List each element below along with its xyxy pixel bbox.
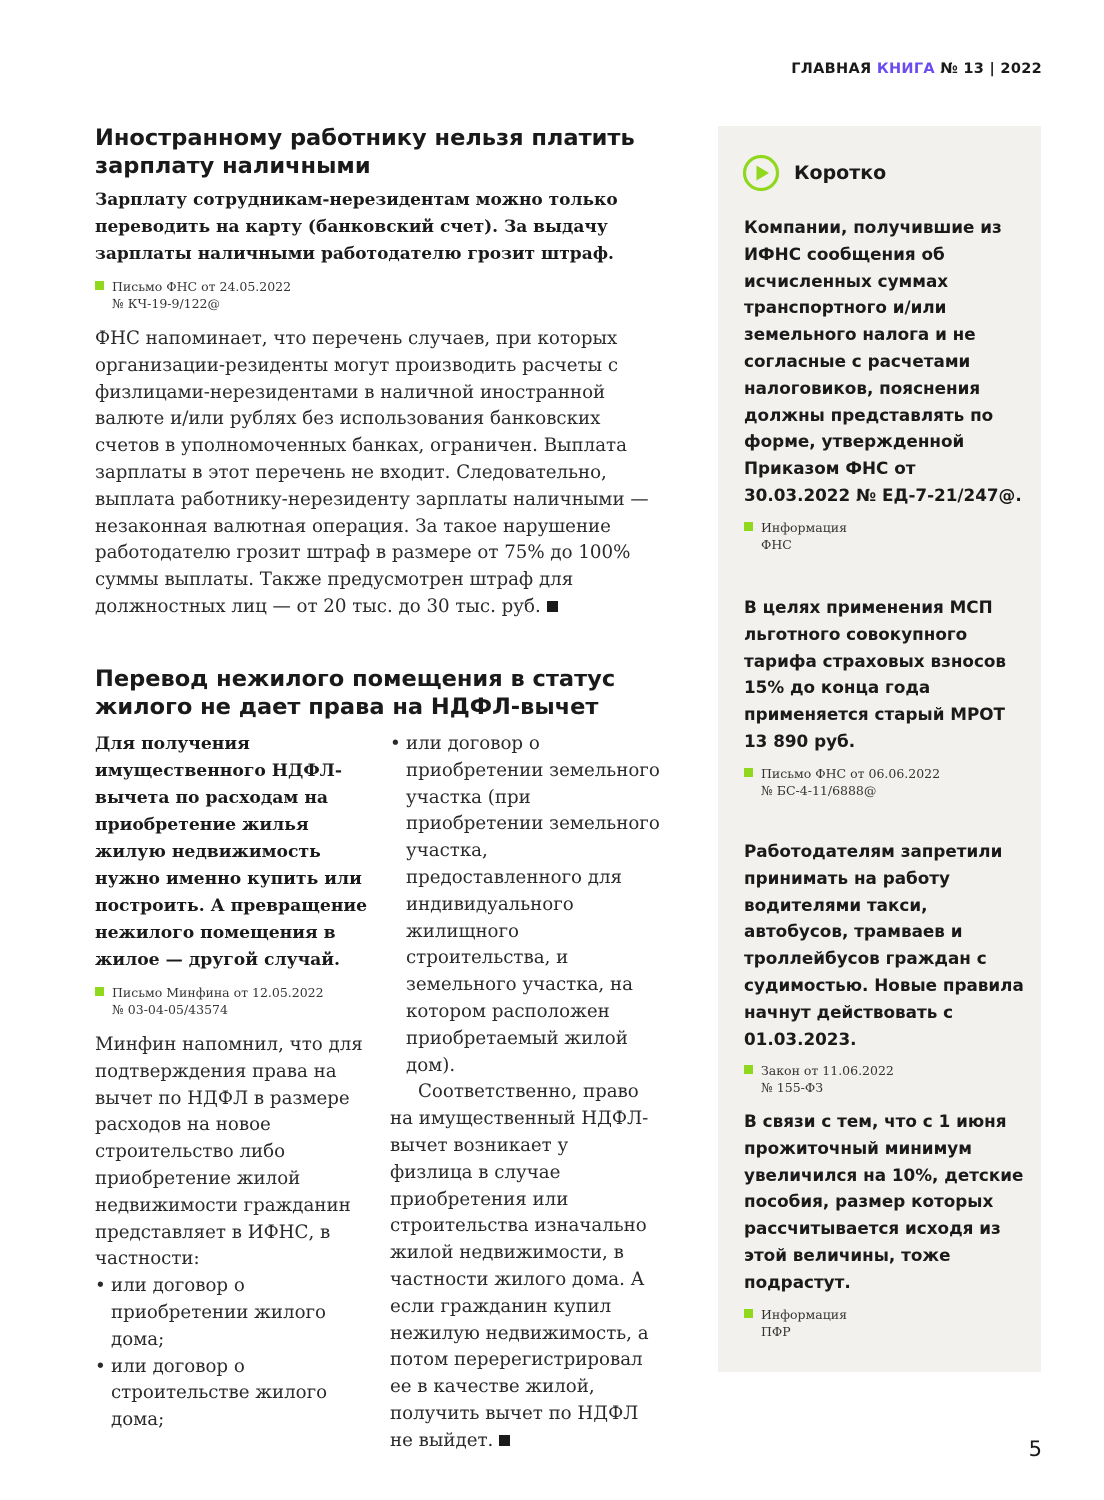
sidebar-item-1 [744,214,1024,553]
list-item: • или договор о приобретении жилого дома; [95,1273,370,1353]
sidebar-item-source-line1: Информация [761,1306,847,1322]
article-1-body [95,326,655,621]
sidebar-item-text: Компании, получившие из ИФНС сообщения об исчисленных суммах транспортного и/или земельного налога и не согласные с расчетами налоговиков, пояснения должны представлять по форме, утвержденной Приказом ФНС от 30.03.2022 № ЕД-7-21/247@. [744,217,1022,505]
article-2-source-line2: № 03-04-05/43574 [112,1002,228,1017]
play-icon [742,154,780,192]
sidebar-item-text: Работодателям запретили принимать на работу водителями такси, автобусов, трамваев и троллейбусов граждан с судимостью. Новые правила начнут действовать с 01.03.2023. [744,841,1024,1049]
article-1-source-line1: Письмо ФНС от 24.05.2022 [112,279,292,294]
sidebar-item-source-line2: № БС-4-11/6888@ [761,782,877,798]
list-item: • или договор о приобретении земельного участка (при приобретении земельного участка, предоставленного для индивидуального жилищного строительства, и земельного участка, на котором расположен приобретаемый жилой дом). [390,731,665,1079]
article-2-source [112,984,375,1018]
sidebar-item-source-line1: Закон от 11.06.2022 [761,1063,894,1079]
article-2-col-2 [390,731,672,1455]
article-2-body-end [390,1079,652,1454]
article-2-col-1 [95,731,375,1434]
article-1-body-text: ФНС напоминает, что перечень случаев, при которых организации-резиденты могут производить расчеты с физлицами-нерезидентами в наличной иностранной валюте и/или рублях без использования банковских счетов в уполномоченных банках, ограничен. Выплата зарплаты в этот перечень не входит. Следовательно, выплата работнику-нерезиденту зарплаты наличными — незаконная валютная операция. За такое нарушение работодателю грозит штраф в размере от 75% до 100% суммы выплаты. Также предусмотрен штраф для должностных лиц — от 20 тыс. до 30 тыс. руб. [95,328,649,617]
article-2-source-line1: Письмо Минфина от 12.05.2022 [112,985,324,1000]
sidebar-item-source-line2: № 155-ФЗ [761,1080,824,1096]
source-marker-icon [744,1309,753,1318]
sidebar-item-source-line1: Информация [761,519,847,535]
end-mark-icon [499,1435,510,1446]
sidebar-item-2 [744,594,1024,799]
header-main-label: ГЛАВНАЯ [791,61,872,77]
sidebar-item-source-line2: ФНС [761,536,792,552]
article-1-lead: Зарплату сотрудникам-нерезидентам можно только переводить на карту (банковский счет). За выдачу зарплаты наличными работодателю грозит штраф. [95,190,618,264]
header-issue: № 13 | 2022 [940,61,1042,77]
sidebar-title: Коротко [794,162,887,184]
page-number: 5 [1028,1437,1042,1461]
article-2-body-intro: Минфин напомнил, что для подтверждения права на вычет по НДФЛ в размере расходов на новое строительство либо приобретение жилой недвижимости гражданин представляет в ИФНС, в частности: [95,1034,363,1270]
sidebar-item-source [761,1062,1024,1096]
article-1-source [112,278,675,312]
header-kniga-label: КНИГА [876,61,935,77]
article-2-bullets-b [390,731,665,1079]
sidebar-item-text: В целях применения МСП льготного совокупного тарифа страховых взносов 15% до конца года применяется старый МРОТ 13 890 руб. [744,597,1007,751]
article-1-source-line2: № КЧ-19-9/122@ [112,296,221,311]
source-marker-icon [95,987,104,996]
sidebar-item-4 [744,1108,1024,1340]
running-header [791,61,1042,77]
sidebar-item-source-line2: ПФР [761,1323,791,1339]
article-2 [95,665,675,721]
sidebar-item-source [761,1306,1024,1340]
sidebar-item-source [761,765,1024,799]
sidebar-item-text: В связи с тем, что с 1 июня прожиточный минимум увеличился на 10%, детские пособия, размер которых рассчитывается исходя из этой величины, тоже подрастут. [744,1111,1024,1292]
article-1 [95,124,675,621]
source-marker-icon [744,1065,753,1074]
source-marker-icon [744,522,753,531]
article-2-bullets-a [95,1273,370,1434]
end-mark-icon [547,601,558,612]
article-2-body-end-text: Соответственно, право на имущественный НДФЛ-вычет возникает у физлица в случае приобретения или строительства изначально жилой недвижимости, в частности жилого дома. А если гражданин купил нежилую недвижимость, а потом перерегистрировал ее в качестве жилой, получить вычет по НДФЛ не выйдет. [390,1081,649,1451]
sidebar-item-source [761,519,1024,553]
article-2-title: Перевод нежилого помещения в статус жилого не дает права на НДФЛ-вычет [95,666,616,720]
list-item: • или договор о строительстве жилого дома; [95,1354,370,1434]
source-marker-icon [95,281,104,290]
sidebar-item-source-line1: Письмо ФНС от 06.06.2022 [761,765,941,781]
sidebar-header [742,154,886,192]
sidebar-korotko [718,126,1041,1372]
article-1-title: Иностранному работнику нельзя платить зарплату наличными [95,125,635,179]
article-2-lead: Для получения имущественного НДФЛ-вычета по расходам на приобретение жилья жилую недвижимость нужно именно купить или построить. А превращение нежилого помещения в жилое — другой случай. [95,734,368,970]
source-marker-icon [744,768,753,777]
sidebar-item-3 [744,838,1024,1096]
